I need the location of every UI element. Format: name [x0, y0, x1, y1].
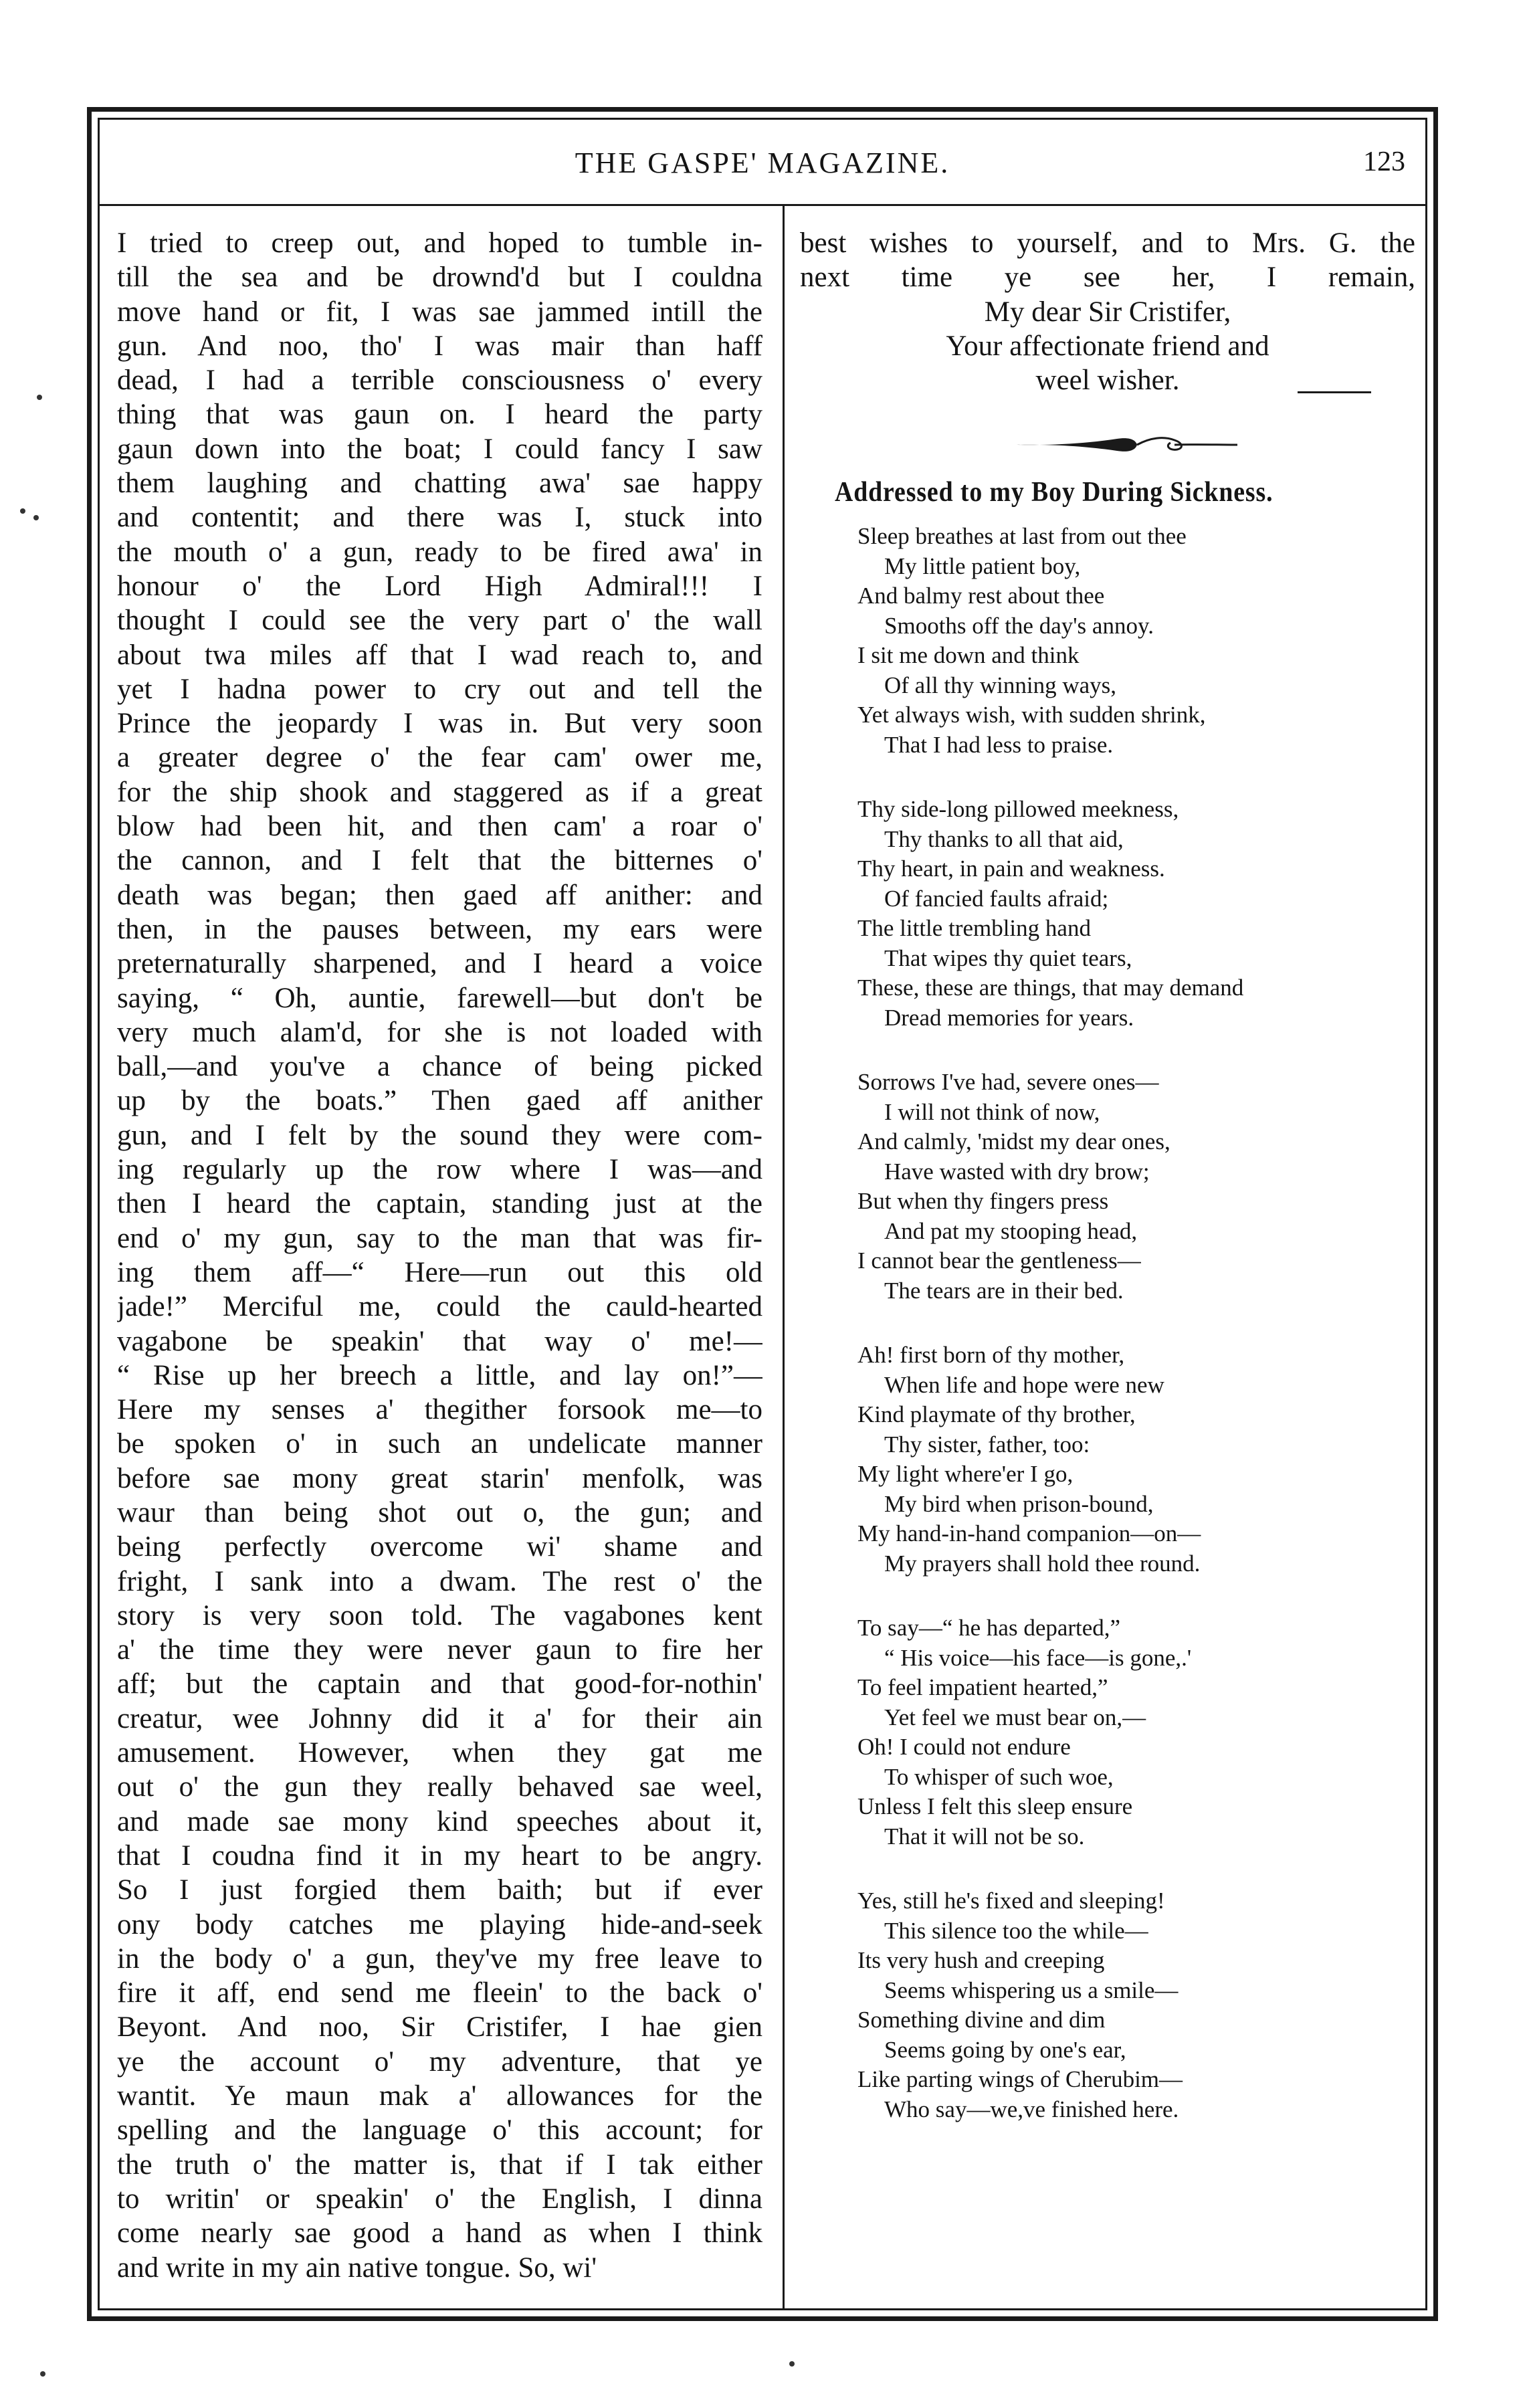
poem-stanza — [857, 1613, 1419, 1851]
poem-line: And pat my stooping head, — [884, 1217, 1138, 1244]
poem-line: Dread memories for years. — [884, 1004, 1134, 1031]
prose-line: ball,—and you've a chance of being picked — [117, 1051, 762, 1083]
prose-line: out o' the gun they really behaved sae weel, — [117, 1771, 762, 1803]
prose-line: yet I hadna power to cry out and tell the — [117, 673, 762, 705]
poem-line: To say—“ he has departed,” — [857, 1615, 1121, 1641]
prose-line: to writin' or speakin' o' the English, I dinna — [117, 2183, 762, 2215]
prose-line: in the body o' a gun, they've my free leave to — [117, 1942, 762, 1975]
prose-line: the truth o' the matter is, that if I tak either — [117, 2148, 762, 2181]
prose-line: and contentit; and there was I, stuck into — [117, 502, 762, 534]
prose-line: then I heard the captain, standing just at the — [117, 1188, 762, 1220]
page-number: 123 — [1363, 146, 1405, 177]
poem-line: Like parting wings of Cherubim— — [857, 2066, 1183, 2092]
prose-line: amusement. However, when they gat me — [117, 1737, 762, 1769]
poem-line: Oh! I could not endure — [857, 1734, 1071, 1760]
poem-line: Who say—we,ve finished here. — [884, 2096, 1179, 2122]
prose-line: wantit. Ye maun mak a' allowances for the — [117, 2080, 762, 2112]
poem-line: I cannot bear the gentleness— — [857, 1247, 1141, 1274]
prose-line: before sae mony great starin' menfolk, was — [117, 1462, 762, 1494]
poem-line: And balmy rest about thee — [857, 583, 1105, 609]
prose-line: thought I could see the very part o' the wall — [117, 605, 762, 637]
prose-line: thing that was gaun on. I heard the party — [117, 399, 762, 431]
poem-line: This silence too the while— — [884, 1917, 1148, 1944]
prose-line: saying, “ Oh, auntie, farewell—but don't be — [117, 982, 762, 1014]
prose-line: honour o' the Lord High Admiral!!! I — [117, 570, 762, 602]
closing-dash — [1298, 391, 1371, 393]
poem-line: That wipes thy quiet tears, — [884, 944, 1132, 971]
poem-stanza — [857, 522, 1419, 760]
poem-line: I will not think of now, — [884, 1098, 1100, 1125]
prose-line: that I coudna find it in my heart to be angry. — [117, 1839, 762, 1872]
letter-signoff: Your affectionate friend and — [946, 330, 1269, 362]
poem-line: My little patient boy, — [884, 553, 1081, 579]
header-rule — [100, 204, 1425, 206]
letter-closing — [800, 226, 1415, 397]
prose-line: be spoken o' in such an undelicate manner — [117, 1428, 762, 1460]
prose-line: ony body catches me playing hide-and-seek — [117, 1908, 762, 1940]
prose-line: preternaturally sharpened, and I heard a voice — [117, 948, 762, 980]
poem-line: Thy heart, in pain and weakness. — [857, 856, 1165, 882]
prose-line: end o' my gun, say to the man that was fir- — [117, 1222, 762, 1254]
prose-line: the mouth o' a gun, ready to be fired awa' in — [117, 536, 762, 568]
prose-line: “ Rise up her breech a little, and lay on!”— — [117, 1359, 762, 1391]
prose-line: them laughing and chatting awa' sae happy — [117, 468, 762, 500]
prose-line: very much alam'd, for she is not loaded with — [117, 1016, 762, 1048]
prose-line: and write in my ain native tongue. So, wi' — [117, 2251, 597, 2284]
prose-line: I tried to creep out, and hoped to tumble in- — [117, 227, 762, 259]
column-divider — [783, 204, 785, 2310]
poem-line: My light where'er I go, — [857, 1461, 1074, 1487]
poem-line: But when thy fingers press — [857, 1188, 1109, 1214]
prose-line: jade!” Merciful me, could the cauld-hearted — [117, 1291, 762, 1323]
poem-line: The little trembling hand — [857, 915, 1091, 941]
poem-line: Unless I felt this sleep ensure — [857, 1793, 1133, 1819]
prose-line: ye the account o' my adventure, that ye — [117, 2045, 762, 2078]
poem-line: My bird when prison-bound, — [884, 1490, 1154, 1517]
prose-line: Here my senses a' thegither forsook me—to — [117, 1394, 762, 1426]
prose-line: spelling and the language o' this account; for — [117, 2114, 762, 2146]
running-title: THE GASPE' MAGAZINE. — [575, 146, 950, 179]
poem-line: Yet always wish, with sudden shrink, — [857, 702, 1206, 728]
prose-line: vagabone be speakin' that way o' me!— — [117, 1325, 762, 1357]
prose-line: gaun down into the boat; I could fancy I saw — [117, 433, 762, 465]
prose-line: about twa miles aff that I wad reach to, and — [117, 639, 762, 671]
prose-line: being perfectly overcome wi' shame and — [117, 1531, 762, 1563]
poem-line: Thy thanks to all that aid, — [884, 825, 1124, 852]
prose-line: waur than being shot out o, the gun; and — [117, 1496, 762, 1528]
prose-line: ing regularly up the row where I was—and — [117, 1154, 762, 1186]
prose-line: dead, I had a terrible consciousness o' every — [117, 365, 762, 397]
poem-stanza — [857, 1886, 1419, 2124]
prose-line: story is very soon told. The vagabones kent — [117, 1599, 762, 1631]
prose-line: creatur, wee Johnny did it a' for their ain — [117, 1702, 762, 1734]
prose-line: till the sea and be drownd'd but I couldna — [117, 262, 762, 294]
poem-title: Addressed to my Boy During Sickness. — [835, 477, 1273, 508]
poem-line: Have wasted with dry brow; — [884, 1158, 1150, 1185]
prose-line: and made sae mony kind speeches about it, — [117, 1805, 762, 1837]
prose-line: move hand or fit, I was sae jammed intill the — [117, 296, 762, 328]
poem-line: Kind playmate of thy brother, — [857, 1401, 1136, 1427]
prose-line: fright, I sank into a dwam. The rest o' the — [117, 1565, 762, 1597]
prose-line: death was began; then gaed aff anither: and — [117, 879, 762, 911]
poem-line: Sleep breathes at last from out thee — [857, 523, 1187, 549]
prose-line: then, in the pauses between, my ears were — [117, 913, 762, 945]
poem-line: Seems whispering us a smile— — [884, 1977, 1179, 2003]
letter-salutation: My dear Sir Cristifer, — [984, 296, 1231, 328]
prose-line: ing them aff—“ Here—run out this old — [117, 1256, 762, 1288]
poem-line: And calmly, 'midst my dear ones, — [857, 1128, 1170, 1155]
prose-line: Prince the jeopardy I was in. But very soon — [117, 708, 762, 740]
poem-line: Its very hush and creeping — [857, 1947, 1105, 1973]
prose-line: fire it aff, end send me fleein' to the back o' — [117, 1977, 762, 2009]
poem-line: Seems going by one's ear, — [884, 2036, 1126, 2063]
prose-line: blow had been hit, and then cam' a roar o' — [117, 811, 762, 843]
poem — [857, 522, 1419, 2159]
poem-line: My hand-in-hand companion—on— — [857, 1520, 1201, 1546]
page-speck — [20, 508, 25, 514]
poem-line: Yet feel we must bear on,— — [884, 1704, 1146, 1730]
poem-line: When life and hope were new — [884, 1371, 1164, 1398]
letter-line: next time ye see her, I remain, — [800, 262, 1415, 294]
poem-line: That it will not be so. — [884, 1823, 1085, 1849]
poem-line: Smooths off the day's annoy. — [884, 612, 1154, 639]
prose-line: gun. And noo, tho' I was mair than haff — [117, 330, 762, 362]
poem-line: Thy sister, father, too: — [884, 1431, 1090, 1458]
poem-line: Thy side-long pillowed meekness, — [857, 796, 1179, 822]
page-speck — [37, 395, 42, 400]
poem-line: The tears are in their bed. — [884, 1277, 1124, 1304]
page-speck — [789, 2361, 795, 2367]
page-speck — [33, 515, 39, 520]
letter-signoff: weel wisher. — [1035, 365, 1180, 397]
prose-line: So I just forgied them baith; but if ever — [117, 1874, 762, 1906]
poem-stanza — [857, 1340, 1419, 1579]
poem-line: Of all thy winning ways, — [884, 672, 1117, 698]
letter-line: best wishes to yourself, and to Mrs. G. the — [800, 227, 1415, 259]
prose-line: a' the time they were never gaun to fire her — [117, 1634, 762, 1666]
poem-line: Something divine and dim — [857, 2007, 1106, 2033]
prose-line: Beyont. And noo, Sir Cristifer, I hae gien — [117, 2011, 762, 2043]
poem-line: My prayers shall hold thee round. — [884, 1550, 1201, 1577]
poem-line: “ His voice—his face—is gone,.' — [884, 1644, 1192, 1671]
poem-line: To feel impatient hearted,” — [857, 1674, 1108, 1700]
poem-line: Ah! first born of thy mother, — [857, 1342, 1125, 1368]
prose-column — [117, 226, 762, 2285]
poem-line: Sorrows I've had, severe ones— — [857, 1069, 1159, 1095]
prose-line: up by the boats.” Then gaed aff anither — [117, 1085, 762, 1117]
poem-line: That I had less to praise. — [884, 731, 1114, 758]
poem-line: To whisper of such woe, — [884, 1763, 1114, 1790]
prose-line: the cannon, and I felt that the bitternes o' — [117, 845, 762, 877]
page-speck — [40, 2371, 45, 2377]
ornament-divider — [1017, 428, 1237, 462]
poem-line: These, these are things, that may demand — [857, 975, 1244, 1001]
prose-line: aff; but the captain and that good-for-nothin' — [117, 1668, 762, 1700]
poem-line: I sit me down and think — [857, 642, 1080, 668]
prose-line: come nearly sae good a hand as when I think — [117, 2217, 762, 2249]
poem-stanza — [857, 1068, 1419, 1306]
prose-line: for the ship shook and staggered as if a great — [117, 776, 762, 808]
prose-line: gun, and I felt by the sound they were com- — [117, 1119, 762, 1151]
prose-line: a greater degree o' the fear cam' ower me, — [117, 742, 762, 774]
page-header — [100, 127, 1425, 201]
poem-stanza — [857, 795, 1419, 1033]
poem-line: Of fancied faults afraid; — [884, 885, 1109, 912]
poem-line: Yes, still he's fixed and sleeping! — [857, 1888, 1165, 1914]
